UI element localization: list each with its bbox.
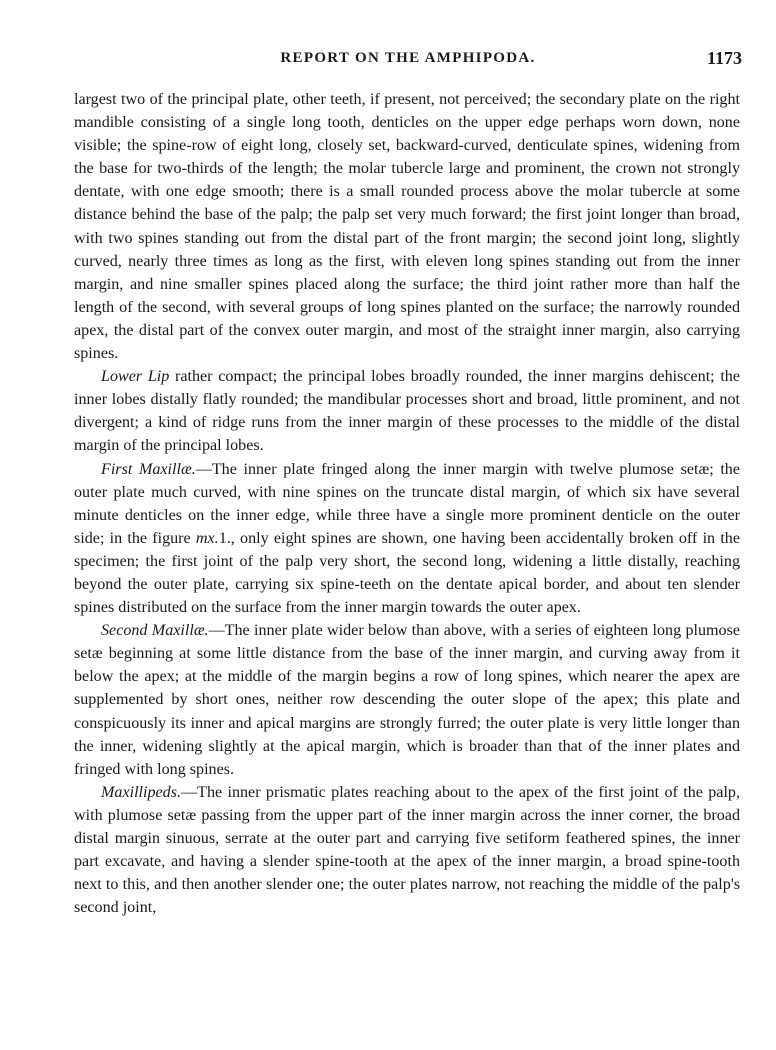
running-title: REPORT ON THE AMPHIPODA. bbox=[280, 50, 536, 66]
paragraph-lower-lip bbox=[74, 365, 740, 457]
body-text bbox=[74, 88, 740, 919]
page-number: 1173 bbox=[706, 48, 742, 68]
section-heading-first-maxillae: First Maxillæ. bbox=[101, 460, 196, 478]
section-heading-second-maxillae: Second Maxillæ. bbox=[101, 622, 209, 640]
paragraph-text: rather compact; the principal lobes broadly rounded, the inner margins dehiscent; the inner lobes distally flatly rounded; the mandibular processes short and broad, little prominent, and not divergent; a kind of ridge runs from the inner margin of these processes to the middle of the distal margin of the principal lobes. bbox=[74, 368, 740, 455]
paragraph-mandible-continued bbox=[74, 88, 740, 365]
paragraph-maxillipeds bbox=[74, 781, 740, 920]
section-heading-maxillipeds: Maxillipeds. bbox=[101, 783, 182, 801]
section-heading-lower-lip: Lower Lip bbox=[101, 368, 170, 386]
figure-reference: mx. bbox=[195, 529, 219, 547]
paragraph-second-maxillae bbox=[74, 619, 740, 781]
paragraph-text: —The inner prismatic plates reaching about to the apex of the first joint of the palp, with plumose setæ passing from the upper part of the inner margin across the inner corner, the broad distal margin sinuous, serrate at the outer part and carrying five setiform feathered spines, the inner part excavate, and having a slender spine-tooth at the apex of the inner margin, a broad spine-tooth next to this, and then another slender one; the outer plates narrow, not reaching the middle of the palp's second joint, bbox=[74, 783, 740, 917]
paragraph-text: —The inner plate wider below than above, with a series of eighteen long plumose setæ beginning at some little distance from the base of the inner margin, and curving away from it below the apex; at the middle of the margin begins a row of long spines, which nearer the apex are supplemented by short ones, neither row descending the outer slope of the apex; this plate and conspicuously its inner and apical margins are strongly furred; the outer plate is very little longer than the inner, widening slightly at the apical margin, which is broader than that of the inner plates and fringed with long spines. bbox=[74, 622, 740, 778]
running-head bbox=[74, 48, 742, 74]
paragraph-text: —The inner plate fringed along the inner margin with twelve plumose setæ; the outer plate much curved, with nine spines on the truncate distal margin, of which six have several minute denticles on the inner edge, while three have a single more prominent denticle on the outer side; in the figure bbox=[74, 460, 740, 547]
paragraph-text: largest two of the principal plate, other teeth, if present, not perceived; the secondary plate on the right mandible consisting of a single long tooth, denticles on the upper edge perhaps worn down, none visible; the spine-row of eight long, closely set, backward-curved, denticulate spines, widening from the base for two-thirds of the length; the molar tubercle large and prominent, the crown not strongly dentate, with one edge smooth; there is a small rounded process above the molar tubercle at some distance behind the base of the palp; the palp set very much forward; the first joint longer than broad, with two spines standing out from the distal part of the front margin; the second joint long, slightly curved, nearly three times as long as the first, with eleven long spines standing out from the inner margin, and nine smaller spines placed along the surface; the third joint rather more than half the length of the second, with several groups of long spines planted on the surface; the narrowly rounded apex, the distal part of the convex outer margin, and most of the straight inner margin, also carrying spines. bbox=[74, 91, 740, 363]
paragraph-text: 1., only eight spines are shown, one having been accidentally broken off in the specimen; the first joint of the palp very short, the second long, widening a little distally, reaching beyond the outer plate, carrying six spine-teeth on the dentate apical border, and about ten slender spines distributed on the surface from the inner margin towards the outer apex. bbox=[74, 529, 740, 617]
paragraph-first-maxillae bbox=[74, 458, 740, 620]
